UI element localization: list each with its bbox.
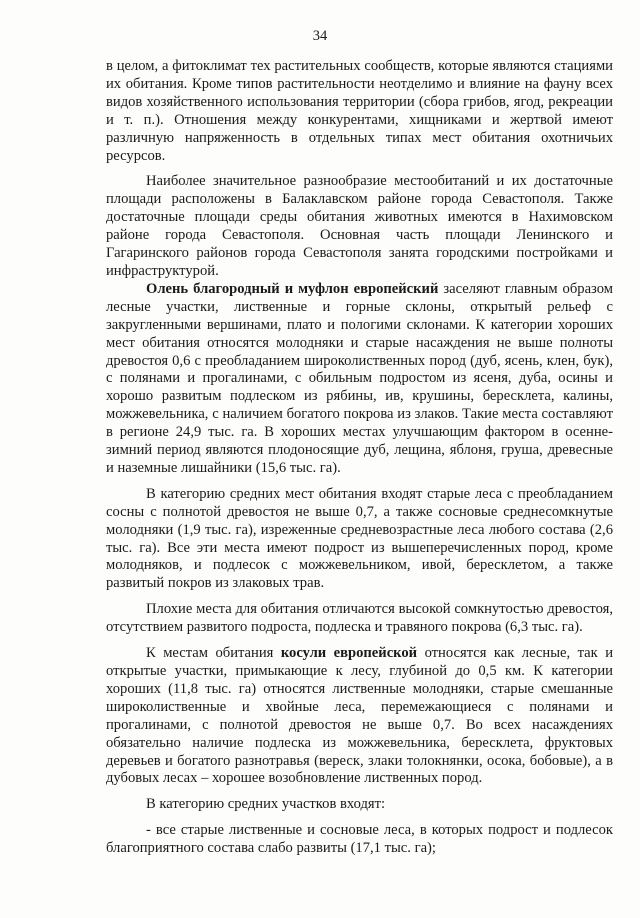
paragraph-text: заселяют главным образом лесные участки, лиственные и горные склоны, открытый рельеф с закругленными вершинами, плато и пологими склонами. К категории хороших мест обитания относятся молодняки и старые насаждения не выше полноты древостоя 0,6 с преобладанием широколиственных пород (дуб, ясень, клен, бук), с полянами и прогалинами, с обильным подростом из ясеня, дуба, осины и хорошо развитым подлеском из рябины, ив, крушины, бересклета, калины, можжевельника, с наличием богатого покрова из злаков. Такие места составляют в регионе 24,9 тыс. га. В хороших местах улучшающим фактором в осенне-зимний период являются плодоносящие дуб, лещина, яблоня, груша, древесные и наземные лишайники (15,6 тыс. га). <box>106 280 613 476</box>
paragraph-text: К местам обитания <box>146 645 281 662</box>
species-name-deer-mouflon: Олень благородный и муфлон европейский <box>146 280 439 297</box>
paragraph-text: в целом, а фитоклимат тех растительных сообществ, которые являются стациями их обитания. Кроме типов растительности неотделимо и влияние на фауну всех видов хозяйственного использования территории (сбора грибов, ягод, рекреации и т. п.). Отношения между конкурентами, хищниками и жертвой имеют различную напряженность в отдельных типах мест обитания охотничьих ресурсов. <box>106 58 613 164</box>
paragraph-medium-plots-heading <box>106 796 613 814</box>
paragraph-habitats <box>106 173 613 280</box>
paragraph-continuation <box>106 58 613 165</box>
list-item <box>106 822 613 858</box>
paragraph-text: - все старые лиственные и сосновые леса, в которых подрост и подлесок благоприятного состава слабо развиты (17,1 тыс. га); <box>106 822 613 857</box>
paragraph-text: относятся как лесные, так и открытые участки, примыкающие к лесу, глубиной до 0,5 км. К категории хороших (11,8 тыс. га) относятся лиственные молодняки, старые смешанные широколиственные и хвойные леса, перемежающиеся с полянами и прогалинами, с полнотой древостоя не выше 0,7. Во всех насаждениях обязательно наличие подлеска из можжевельника, бересклета, фруктовых деревьев и богатого разнотравья (вереск, злаки толокнянки, осока, бобовые), а в дубовых лесах – хорошее возобновление лиственных пород. <box>106 645 614 787</box>
page-number: 34 <box>312 28 328 44</box>
paragraph-text: Плохие места для обитания отличаются высокой сомкнутостью древостоя, отсутствием развитого подроста, подлеска и травяного покрова (6,3 тыс. га). <box>106 601 613 636</box>
paragraph-text: Наиболее значительное разнообразие местообитаний и их достаточные площади расположены в Балаклавском районе города Севастополя. Также достаточные площади среды обитания животных имеются в Нахимовском районе города Севастополя. Основная часть площади Ленинского и Гагаринского районов города Севастополя занята городскими постройками и инфраструктурой. <box>106 173 613 279</box>
document-body <box>106 58 613 858</box>
paragraph-red-deer-mouflon <box>106 281 613 478</box>
paragraph-text: В категорию средних мест обитания входят старые леса с преобладанием сосны с полнотой древостоя не выше 0,7, а также сосновые среднесомкнутые молодняки (1,9 тыс. га), изреженные средневозрастные леса любого состава (2,6 тыс. га). Все эти места имеют подрост из вышеперечисленных пород, кроме молодняков, и подлесок с можжевельником, ивой, бересклетом, а также развитый покров из злаковых трав. <box>106 485 613 592</box>
paragraph-text: В категорию средних участков входят: <box>146 796 386 813</box>
species-name-roe-deer: косули европейской <box>280 645 418 662</box>
paragraph-poor-habitats <box>106 601 613 637</box>
paragraph-roe-deer <box>106 645 613 788</box>
paragraph-medium-habitats <box>106 486 613 593</box>
